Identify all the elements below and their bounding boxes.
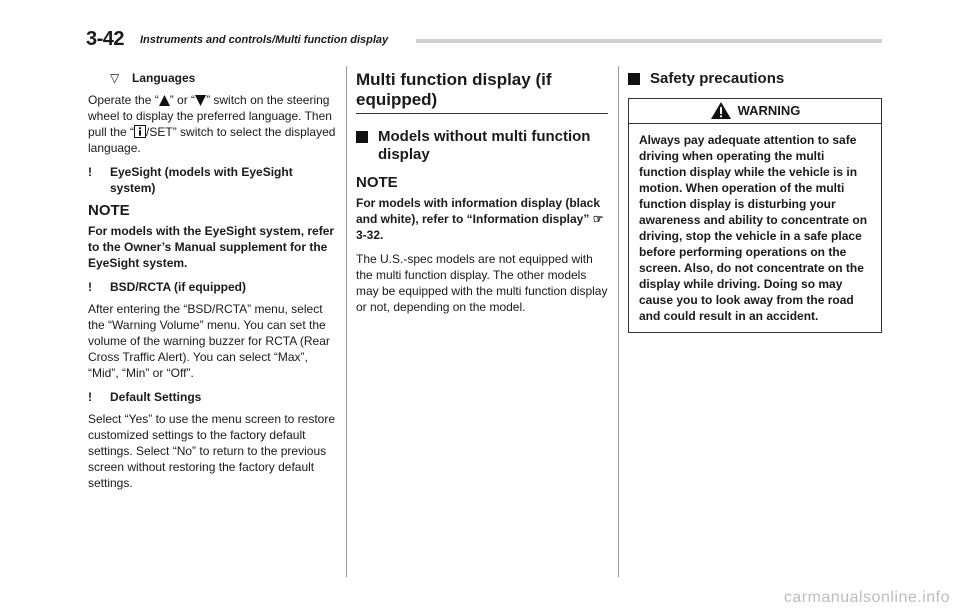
chapter-title: Instruments and controls/Multi function display <box>140 34 389 46</box>
page-reference: 3-32. <box>356 228 384 242</box>
column-1 <box>88 70 336 499</box>
page-number: 3-42 <box>86 28 125 50</box>
subsection-heading-text: Models without multi function display <box>378 128 591 163</box>
exclaim-bullet-icon: ! <box>88 280 92 294</box>
bsd-heading <box>88 279 336 295</box>
eyesight-heading <box>88 164 336 196</box>
info-display-note <box>356 195 608 243</box>
languages-heading <box>88 70 336 86</box>
warning-box <box>628 98 882 333</box>
header-rule <box>416 39 882 43</box>
page-reference-icon: ☞ <box>592 212 604 226</box>
footer-watermark: carmanualsonline.info <box>783 589 950 606</box>
column-divider-2 <box>618 66 619 577</box>
bsd-paragraph: After entering the “BSD/RCTA” menu, select the “Warning Volume” menu. You can set the volume of the warning buzzer for RCTA (Rear Cross Traffic Alert). You can select “Max”, “Mid”, “Min” or “Off”. <box>88 302 330 380</box>
eyesight-note: For models with the EyeSight system, refer to the Owner’s Manual supplement for the EyeSight system. <box>88 224 335 270</box>
us-spec-paragraph: The U.S.-spec models are not equipped with the multi function display. The other models may be equipped with the multi function display or not, depending on the model. <box>356 252 608 314</box>
languages-paragraph <box>88 92 336 156</box>
square-bullet-icon <box>356 131 368 143</box>
warning-text: Always pay adequate attention to safe driving when operating the multi function display while the vehicle is in motion. When operation of the multi function display is disturbing your awareness and ability to concentrate on driving, stop the vehicle in a safe place before performing operations on the screen. Also, do not concentrate on the display while driving. Doing so may cause you to look away from the road and could result in an accident. <box>639 133 868 323</box>
default-settings-heading-text: Default Settings <box>110 390 202 404</box>
warning-triangle-icon <box>711 102 731 119</box>
exclaim-bullet-icon: ! <box>88 390 92 404</box>
safety-heading-text: Safety precautions <box>650 70 785 87</box>
languages-text-b: ” or “ <box>169 93 196 107</box>
page-header <box>86 28 882 50</box>
languages-heading-text: Languages <box>132 71 196 85</box>
languages-text-a: Operate the “ <box>88 93 159 107</box>
info-switch-icon <box>134 125 146 138</box>
warning-label: WARNING <box>737 103 801 118</box>
note-label: NOTE <box>88 202 130 219</box>
column-divider-1 <box>346 66 347 577</box>
bsd-heading-text: BSD/RCTA (if equipped) <box>110 280 246 294</box>
safety-heading <box>628 70 882 88</box>
eyesight-heading-text: EyeSight (models with EyeSight system) <box>110 165 293 195</box>
column-3 <box>628 70 882 333</box>
languages-text-c: ” switch on the steering wheel to display the preferred language. Then pull the “ <box>88 93 332 139</box>
note-text: For models with information display (black and white), refer to “Information display” <box>356 196 601 226</box>
languages-text-d: /SET” switch to select the displayed language. <box>88 125 336 155</box>
column-2 <box>356 70 608 323</box>
triangle-bullet-icon: ▽ <box>110 71 120 85</box>
note-label: NOTE <box>356 174 398 191</box>
down-arrow-icon <box>195 95 206 106</box>
square-bullet-icon <box>628 73 640 85</box>
default-settings-paragraph: Select “Yes” to use the menu screen to restore customized settings to the factory default settings. Select “No” to return to the previous screen without restoring the factory default settings. <box>88 412 336 490</box>
default-settings-heading <box>88 389 336 405</box>
section-title: Multi function display (if equipped) <box>356 70 608 114</box>
up-arrow-icon <box>159 95 170 106</box>
warning-header <box>629 99 881 124</box>
exclaim-bullet-icon: ! <box>88 165 92 179</box>
subsection-heading <box>356 128 608 164</box>
